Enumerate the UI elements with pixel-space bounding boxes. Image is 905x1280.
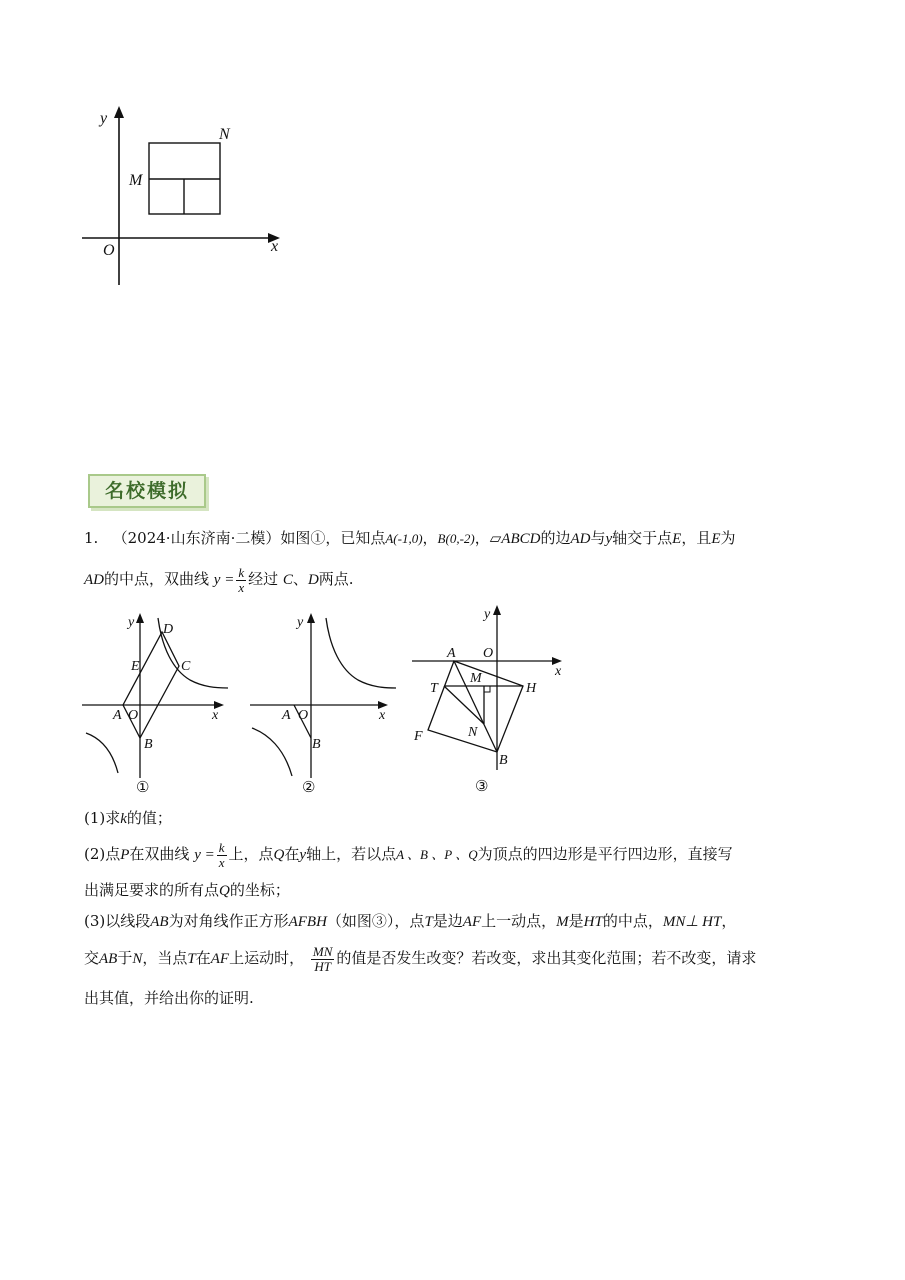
f3-label-o: O xyxy=(483,646,494,661)
f1-label-y: y xyxy=(128,615,135,630)
f2-hyperbola-upper xyxy=(326,618,396,688)
f1-label-b: B xyxy=(144,737,153,752)
f2-label-b: B xyxy=(312,737,321,752)
f1-label-c: C xyxy=(181,659,191,674)
f3-label-y: y xyxy=(484,607,491,622)
f3-tag: ③ xyxy=(475,779,489,795)
f3-label-h: H xyxy=(526,681,537,696)
f1-hyperbola-lower xyxy=(86,733,118,773)
question-3-cont: 交AB于N，当点T在AF上运动时， $\frac{MN}{HT}$ 的值是否发生改变？若改变，求出其变化范围；若不改变，请求 xyxy=(84,943,757,974)
f1-label-o: O xyxy=(128,708,139,723)
f2-label-o: O xyxy=(298,708,309,723)
question-2: (2)点P在双曲线 y = $\frac{k}{x}$ 上，点Q在y轴上，若以点A 、B 、P 、Q为顶点的四边形是平行四边形，直接写 xyxy=(84,839,733,870)
f2-label-a: A xyxy=(282,708,291,723)
question-3-end: 出其值，并给出你的证明. xyxy=(84,989,254,1007)
top-coordinate-figure xyxy=(70,100,300,295)
f3-y-arrow xyxy=(493,605,501,615)
f2-label-y: y xyxy=(297,615,304,630)
label-x: x xyxy=(271,238,279,255)
f1-label-d: D xyxy=(163,622,174,637)
y-axis-arrow xyxy=(114,106,124,118)
fraction-k-over-x-q2: $\frac{k}{x}$ xyxy=(218,839,225,870)
problem-line-1: 1. （2024·山东济南·二模）如图①，已知点A(-1,0)，B(0,-2)，▱ABCD的边AD与y轴交于点E，且E为 xyxy=(84,529,736,547)
f3-label-a: A xyxy=(447,646,456,661)
label-n: N xyxy=(219,126,230,143)
f1-tag: ① xyxy=(136,780,150,796)
f3-label-x: x xyxy=(555,664,562,679)
f3-label-m: M xyxy=(470,671,482,686)
f3-label-f: F xyxy=(414,729,423,744)
f2-tag: ② xyxy=(302,780,316,796)
f1-label-a: A xyxy=(113,708,122,723)
problem-number: 1. xyxy=(84,529,99,547)
f2-hyperbola-lower xyxy=(252,728,292,776)
f1-label-e: E xyxy=(131,659,140,674)
section-badge xyxy=(88,474,206,508)
label-y: y xyxy=(100,110,108,127)
section-badge-label: 名校模拟 xyxy=(104,480,189,502)
f3-segment-tn xyxy=(444,686,484,724)
label-m: M xyxy=(129,172,143,189)
question-1: (1)求k的值； xyxy=(84,809,172,827)
f3-label-b: B xyxy=(499,753,508,768)
f1-y-arrow xyxy=(136,613,144,623)
label-o: O xyxy=(103,242,115,259)
fraction-k-over-x: $\frac{k}{x}$ xyxy=(238,564,245,595)
fraction-mn-over-ht: $\frac{MN}{HT}$ xyxy=(312,943,333,974)
f2-label-x: x xyxy=(379,708,386,723)
question-2-cont: 出满足要求的所有点Q的坐标； xyxy=(84,881,290,899)
question-3: (3)以线段AB为对角线作正方形AFBH（如图③），点T是边AF上一动点，M是HT的中点，MN⊥ HT， xyxy=(84,912,737,930)
f1-label-x: x xyxy=(212,708,219,723)
figure-3 xyxy=(404,600,574,800)
f3-label-n: N xyxy=(468,725,478,740)
figure-2 xyxy=(246,608,406,800)
problem-line-2: AD的中点，双曲线 y = $\frac{k}{x}$ 经过 C、D两点. xyxy=(84,564,354,595)
figure-1 xyxy=(78,608,238,800)
f3-label-t: T xyxy=(430,681,438,696)
f2-y-arrow xyxy=(307,613,315,623)
f3-right-angle-mark xyxy=(484,686,490,692)
